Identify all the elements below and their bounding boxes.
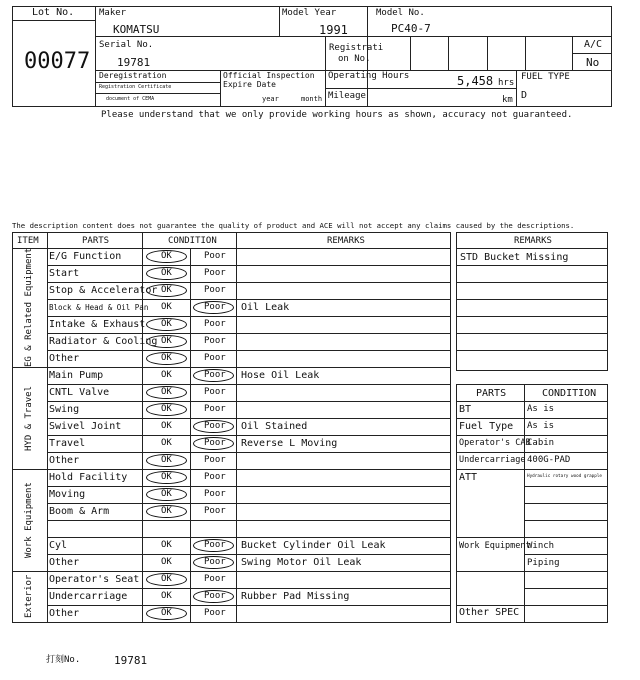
- condition-poor-option: Poor: [204, 370, 226, 380]
- mileage-label: Mileage: [328, 91, 366, 101]
- condition-ok-option: OK: [161, 455, 172, 465]
- row-remark: Swing Motor Oil Leak: [241, 557, 362, 568]
- condition-poor-option: Poor: [204, 557, 226, 567]
- ac-label: A/C: [584, 39, 603, 50]
- fuel-type-label: FUEL TYPE: [521, 72, 570, 82]
- table-row-line: [47, 554, 451, 555]
- ac-value: No: [586, 56, 600, 69]
- condition-col-line: [236, 232, 237, 623]
- ok-selected-oval: [146, 573, 187, 586]
- remarks-row-line: [456, 350, 608, 351]
- table-row-line: [47, 282, 451, 283]
- ok-selected-oval: [146, 250, 187, 263]
- right-cond-line: [524, 554, 608, 555]
- condition-poor-option: Poor: [204, 540, 226, 550]
- right-part-condition: As is: [527, 421, 555, 431]
- right-row-line: [456, 401, 608, 402]
- condition-poor-option: Poor: [204, 387, 226, 397]
- remarks-row-line: [456, 333, 608, 334]
- condition-ok-option: OK: [161, 438, 172, 448]
- condition-ok-option: OK: [161, 540, 172, 550]
- registration-label-1: Registrati: [329, 43, 384, 53]
- right-row-line: [456, 452, 608, 453]
- reg-box-3: [487, 36, 488, 70]
- right-row-line: [456, 605, 608, 606]
- group-separator: [12, 469, 47, 470]
- condition-poor-option: Poor: [204, 251, 226, 261]
- header-row-line-3: [95, 82, 220, 83]
- operating-hours-label: Operating Hours: [328, 71, 410, 81]
- ok-selected-oval: [146, 488, 187, 501]
- condition-ok-option: OK: [161, 506, 172, 516]
- registration-certificate-label: Registration Certificate: [99, 84, 172, 90]
- part-name: Hold Facility: [49, 472, 128, 483]
- description-notice: The description content does not guarantee the quality of product and ACE will not accept any claims caused by the descriptions.: [12, 221, 575, 230]
- model-no-value: PC40-7: [391, 22, 431, 35]
- ok-selected-oval: [146, 284, 187, 297]
- part-name: Other: [49, 353, 80, 364]
- part-name: Swing: [49, 404, 80, 415]
- part-name: Stop & Accelerator: [49, 285, 158, 296]
- right-cond-line: [524, 503, 608, 504]
- remarks-row-line: [456, 316, 608, 317]
- table-row-line: [47, 435, 451, 436]
- part-name: Moving: [49, 489, 86, 500]
- right-condition-header: CONDITION: [542, 388, 597, 399]
- group-label: Work Equipment: [24, 482, 34, 558]
- group-separator: [12, 571, 47, 572]
- reg-box-1: [410, 36, 411, 70]
- remarks-line-1: STD Bucket Missing: [460, 252, 569, 263]
- maker-value: KOMATSU: [113, 23, 160, 36]
- condition-ok-option: OK: [161, 319, 172, 329]
- part-name: Other: [49, 557, 80, 568]
- condition-poor-option: Poor: [204, 506, 226, 516]
- table-row-line: [47, 503, 451, 504]
- poor-selected-oval: [193, 556, 234, 569]
- part-name: Operator's Seat: [49, 574, 140, 585]
- remarks-row-line: [456, 299, 608, 300]
- row-remark: Oil Stained: [241, 421, 308, 432]
- group-separator: [12, 367, 47, 368]
- ok-selected-oval: [146, 471, 187, 484]
- fuel-divider: [516, 70, 517, 107]
- right-part-condition: As is: [527, 404, 555, 414]
- right-part-condition: Cabin: [527, 438, 555, 448]
- row-remark: Rubber Pad Missing: [241, 591, 350, 602]
- table-row-line: [47, 520, 451, 521]
- poor-selected-oval: [193, 301, 234, 314]
- lot-divider: [95, 6, 96, 107]
- part-name: Boom & Arm: [49, 506, 110, 517]
- condition-ok-option: OK: [161, 489, 172, 499]
- condition-poor-option: Poor: [204, 285, 226, 295]
- condition-poor-option: Poor: [204, 489, 226, 499]
- right-row-line: [456, 571, 608, 572]
- header-row-line-4: [95, 93, 220, 94]
- deregistration-label: Deregistration: [99, 71, 167, 80]
- table-row-line: [47, 452, 451, 453]
- operating-hours-value: 5,458: [457, 74, 494, 88]
- table-row-line: [47, 367, 451, 368]
- right-part-name: BT: [459, 404, 472, 415]
- row-remark: Bucket Cylinder Oil Leak: [241, 540, 386, 551]
- model-no-line: [325, 36, 612, 37]
- month-label: month: [301, 95, 323, 103]
- poor-selected-oval: [193, 539, 234, 552]
- maker-divider: [279, 6, 280, 37]
- work-equipment-value: Winch: [527, 541, 555, 551]
- condition-poor-option: Poor: [204, 455, 226, 465]
- part-name: CNTL Valve: [49, 387, 110, 398]
- right-part-name: ATT: [459, 472, 478, 483]
- condition-ok-option: OK: [161, 353, 172, 363]
- right-cond-line: [524, 520, 608, 521]
- part-name: E/G Function: [49, 251, 122, 262]
- condition-poor-option: Poor: [204, 319, 226, 329]
- group-label: Exterior: [24, 574, 34, 618]
- table-row-line: [47, 571, 451, 572]
- work-equipment-value: Piping: [527, 558, 560, 568]
- lot-label: Lot No.: [32, 7, 75, 18]
- right-part-name: Fuel Type: [459, 421, 514, 432]
- hours-notice: Please understand that we only provide working hours as shown, accuracy not guaranteed.: [101, 110, 573, 120]
- condition-ok-option: OK: [161, 251, 172, 261]
- table-row-line: [47, 418, 451, 419]
- col-item-header: ITEM: [17, 236, 39, 246]
- ok-selected-oval: [146, 335, 187, 348]
- row-remark: Reverse L Moving: [241, 438, 338, 449]
- remarks-row-line: [456, 282, 608, 283]
- lot-number: 00077: [24, 49, 91, 74]
- work-equipment-label: Work Equipment: [459, 541, 531, 551]
- table-row-line: [47, 469, 451, 470]
- condition-ok-option: OK: [161, 472, 172, 482]
- serial-label: Serial No.: [99, 40, 154, 50]
- condition-ok-option: OK: [161, 404, 172, 414]
- col-remarks-header: REMARKS: [327, 236, 365, 246]
- document-cema-label: document of CEMA: [106, 96, 155, 102]
- part-name: Undercarriage: [49, 591, 128, 602]
- table-row-line: [47, 384, 451, 385]
- right-part-name: Undercarriage: [459, 455, 526, 465]
- table-row-line: [47, 350, 451, 351]
- model-year-value: 1991: [319, 23, 348, 37]
- part-name: Other: [49, 455, 80, 466]
- condition-poor-option: Poor: [204, 438, 226, 448]
- part-name: Start: [49, 268, 80, 279]
- condition-ok-option: OK: [161, 336, 172, 346]
- col-parts-header: PARTS: [82, 236, 110, 246]
- table-row-line: [47, 537, 451, 538]
- inspection-label-1: Official Inspection: [223, 71, 315, 80]
- condition-poor-option: Poor: [204, 574, 226, 584]
- part-name: Block & Head & Oil Pan: [49, 303, 149, 312]
- condition-ok-option: OK: [161, 370, 172, 380]
- ok-selected-oval: [146, 386, 187, 399]
- ok-selected-oval: [146, 403, 187, 416]
- row-remark: Oil Leak: [241, 302, 290, 313]
- condition-ok-option: OK: [161, 302, 172, 312]
- group-label: EG & Related Equipment: [24, 247, 34, 367]
- table-row-line: [47, 486, 451, 487]
- condition-ok-option: OK: [161, 387, 172, 397]
- part-name: Radiator & Cooling: [49, 336, 158, 347]
- reg-box-2: [448, 36, 449, 70]
- lot-label-divider: [12, 20, 95, 21]
- table-row-line: [47, 333, 451, 334]
- table-row-line: [47, 605, 451, 606]
- registration-label-2: on No.: [338, 54, 371, 64]
- condition-poor-option: Poor: [204, 336, 226, 346]
- poor-selected-oval: [193, 437, 234, 450]
- right-parts-header: PARTS: [476, 388, 507, 399]
- ok-selected-oval: [146, 267, 187, 280]
- poor-selected-oval: [193, 369, 234, 382]
- condition-poor-option: Poor: [204, 421, 226, 431]
- ok-selected-oval: [146, 454, 187, 467]
- right-cond-line: [524, 486, 608, 487]
- ok-selected-oval: [146, 505, 187, 518]
- ac-line: [572, 53, 612, 54]
- remarks-row-line: [456, 265, 608, 266]
- right-row-line: [456, 469, 608, 470]
- poor-selected-oval: [193, 420, 234, 433]
- condition-poor-option: Poor: [204, 591, 226, 601]
- table-header-line: [12, 248, 451, 249]
- table-row-line: [47, 588, 451, 589]
- table-row-line: [47, 401, 451, 402]
- right-part-condition: Hydraulic rotary wood grapple: [527, 474, 603, 479]
- condition-poor-option: Poor: [204, 472, 226, 482]
- year-label: year: [262, 95, 279, 103]
- remarks-header-line: [456, 248, 608, 249]
- model-year-label: Model Year: [282, 8, 337, 18]
- condition-ok-option: OK: [161, 421, 172, 431]
- hrs-unit: hrs: [498, 78, 515, 88]
- group-label: HYD & Travel: [24, 385, 34, 451]
- right-row-line: [456, 537, 608, 538]
- table-row-line: [47, 299, 451, 300]
- ok-selected-oval: [146, 352, 187, 365]
- condition-poor-option: Poor: [204, 353, 226, 363]
- condition-poor-option: Poor: [204, 268, 226, 278]
- condition-poor-option: Poor: [204, 404, 226, 414]
- reg-box-4: [525, 36, 526, 70]
- right-part-condition: 400G-PAD: [527, 455, 571, 465]
- right-row-line: [456, 435, 608, 436]
- reg-divider: [325, 36, 326, 107]
- mileage-line: [325, 88, 516, 89]
- right-row-line: [456, 418, 608, 419]
- ok-selected-oval: [146, 318, 187, 331]
- part-name: Main Pump: [49, 370, 104, 381]
- other-spec-label: Other SPEC: [459, 607, 520, 618]
- condition-poor-option: Poor: [204, 608, 226, 618]
- inspection-label-2: Expire Date: [223, 80, 276, 89]
- condition-poor-option: Poor: [204, 302, 226, 312]
- condition-ok-option: OK: [161, 591, 172, 601]
- part-name: Cyl: [49, 540, 68, 551]
- right-part-name: Operator's CAB: [459, 438, 531, 448]
- maker-label: Maker: [99, 8, 127, 18]
- km-unit: km: [502, 95, 513, 105]
- condition-ok-option: OK: [161, 608, 172, 618]
- row-remark: Hose Oil Leak: [241, 370, 320, 381]
- part-name: Other: [49, 608, 80, 619]
- part-name: Swivel Joint: [49, 421, 122, 432]
- right-cond-line: [524, 588, 608, 589]
- stamp-value: 19781: [114, 654, 148, 667]
- table-row-line: [47, 316, 451, 317]
- condition-ok-option: OK: [161, 574, 172, 584]
- remarks-header: REMARKS: [514, 236, 552, 246]
- condition-ok-option: OK: [161, 285, 172, 295]
- table-row-line: [47, 265, 451, 266]
- part-name: Travel: [49, 438, 86, 449]
- stamp-label: 打刻No.: [46, 655, 81, 665]
- condition-ok-option: OK: [161, 268, 172, 278]
- serial-value: 19781: [117, 56, 151, 69]
- model-no-label: Model No.: [376, 8, 425, 18]
- ok-selected-oval: [146, 607, 187, 620]
- col-condition-header: CONDITION: [168, 236, 217, 246]
- part-name: Intake & Exhaust: [49, 319, 146, 330]
- item-col-line: [47, 232, 48, 623]
- fuel-type-value: D: [521, 90, 528, 101]
- inspection-divider: [220, 70, 221, 107]
- condition-ok-option: OK: [161, 557, 172, 567]
- poor-selected-oval: [193, 590, 234, 603]
